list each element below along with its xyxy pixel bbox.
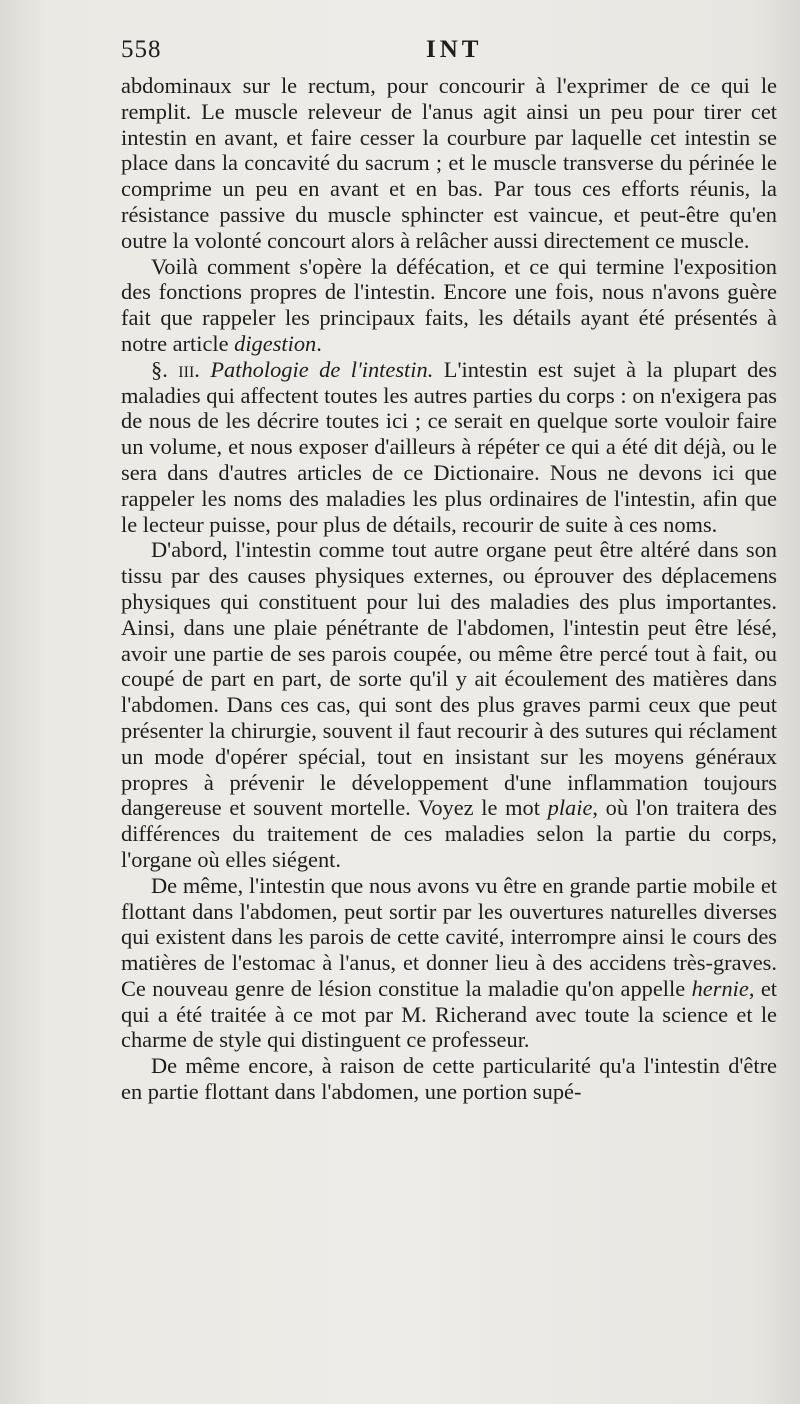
- paragraph-2-end: .: [316, 330, 322, 356]
- paragraph-2: [121, 254, 777, 357]
- page-number: 558: [121, 36, 162, 63]
- paragraph-4: [121, 537, 777, 872]
- section-title: Pathologie de l'intestin.: [210, 356, 434, 382]
- paragraph-6: De même encore, à raison de cette particularité qu'a l'intestin d'être en partie flottant dans l'abdomen, une portion supé-: [121, 1053, 777, 1105]
- section-number: §. iii.: [151, 356, 200, 382]
- reference-digestion: digestion: [234, 330, 317, 356]
- paragraph-4-end: , où l'on traitera des différences du traitement de ces maladies selon la partie du corps, l'organe où elles siégent.: [121, 795, 777, 872]
- reference-hernie: hernie: [691, 975, 749, 1001]
- paragraph-5: [121, 873, 777, 1054]
- body-text: [121, 73, 777, 1105]
- paragraph-4-text: D'abord, l'intestin comme tout autre organe peut être altéré dans son tissu par des causes physiques externes, ou éprouver des déplacemens physiques qui constituent pour lui des maladies des plus importantes. Ainsi, dans une plaie pénétrante de l'abdomen, l'intestin peut être lésé, avoir une partie de ses parois coupée, ou même être percé tout à fait, ou coupé de part en part, de sorte qu'il y ait écoulement des matières dans l'abdomen. Dans ces cas, qui sont des plus graves parmi ceux que peut présenter la chirurgie, souvent il faut recourir à des sutures qui réclament un mode d'opérer spécial, tout en insistant sur les moyens généraux propres à prévenir le développement d'une inflammation toujours dangereuse et souvent mortelle. Voyez le mot: [121, 537, 777, 821]
- paragraph-3-text: L'intestin est sujet à la plupart des maladies qui affectent toutes les autres parties du corps : on n'exigera pas de nous de les décrire toutes ici ; ce serait en quelque sorte vouloir faire un volume, et nous exposer d'ailleurs à répéter ce qui a été dit déjà, ou le sera dans d'autres articles de ce Dictionaire. Nous ne devons ici que rappeler les noms des maladies les plus ordinaires de l'intestin, afin que le lecteur puisse, pour plus de détails, recourir de suite à ces noms.: [121, 356, 777, 537]
- running-head: INT: [426, 36, 483, 63]
- paragraph-3: [121, 357, 777, 538]
- paragraph-2-text: Voilà comment s'opère la défécation, et ce qui termine l'exposition des fonctions propres de l'intestin. Encore une fois, nous n'avons guère fait que rappeler les principaux faits, les détails ayant été présentés à notre article: [121, 253, 777, 356]
- paragraph-5-text: De même, l'intestin que nous avons vu être en grande partie mobile et flottant dans l'abdomen, peut sortir par les ouvertures naturelles diverses qui existent dans les parois de cette cavité, interrompre ainsi le cours des matières de l'estomac à l'anus, et donner lieu à des accidens très-graves. Ce nouveau genre de lésion constitue la maladie qu'on appelle: [121, 872, 777, 1001]
- reference-plaie: plaie: [547, 795, 593, 821]
- page-header: [121, 36, 781, 70]
- paragraph-1: abdominaux sur le rectum, pour concourir à l'exprimer de ce qui le remplit. Le muscle releveur de l'anus agit ainsi un peu pour tirer cet intestin en avant, et faire cesser la courbure par laquelle cet intestin se place dans la concavité du sacrum ; et le muscle transverse du périnée le comprime un peu en avant et en bas. Par tous ces efforts réunis, la résistance passive du muscle sphincter est vaincue, et peut-être qu'en outre la volonté concourt alors à relâcher aussi directement ce muscle.: [121, 73, 777, 253]
- paragraph-5-end: , et qui a été traitée à ce mot par M. Richerand avec toute la science et le charme de style qui distinguent ce professeur.: [121, 975, 777, 1053]
